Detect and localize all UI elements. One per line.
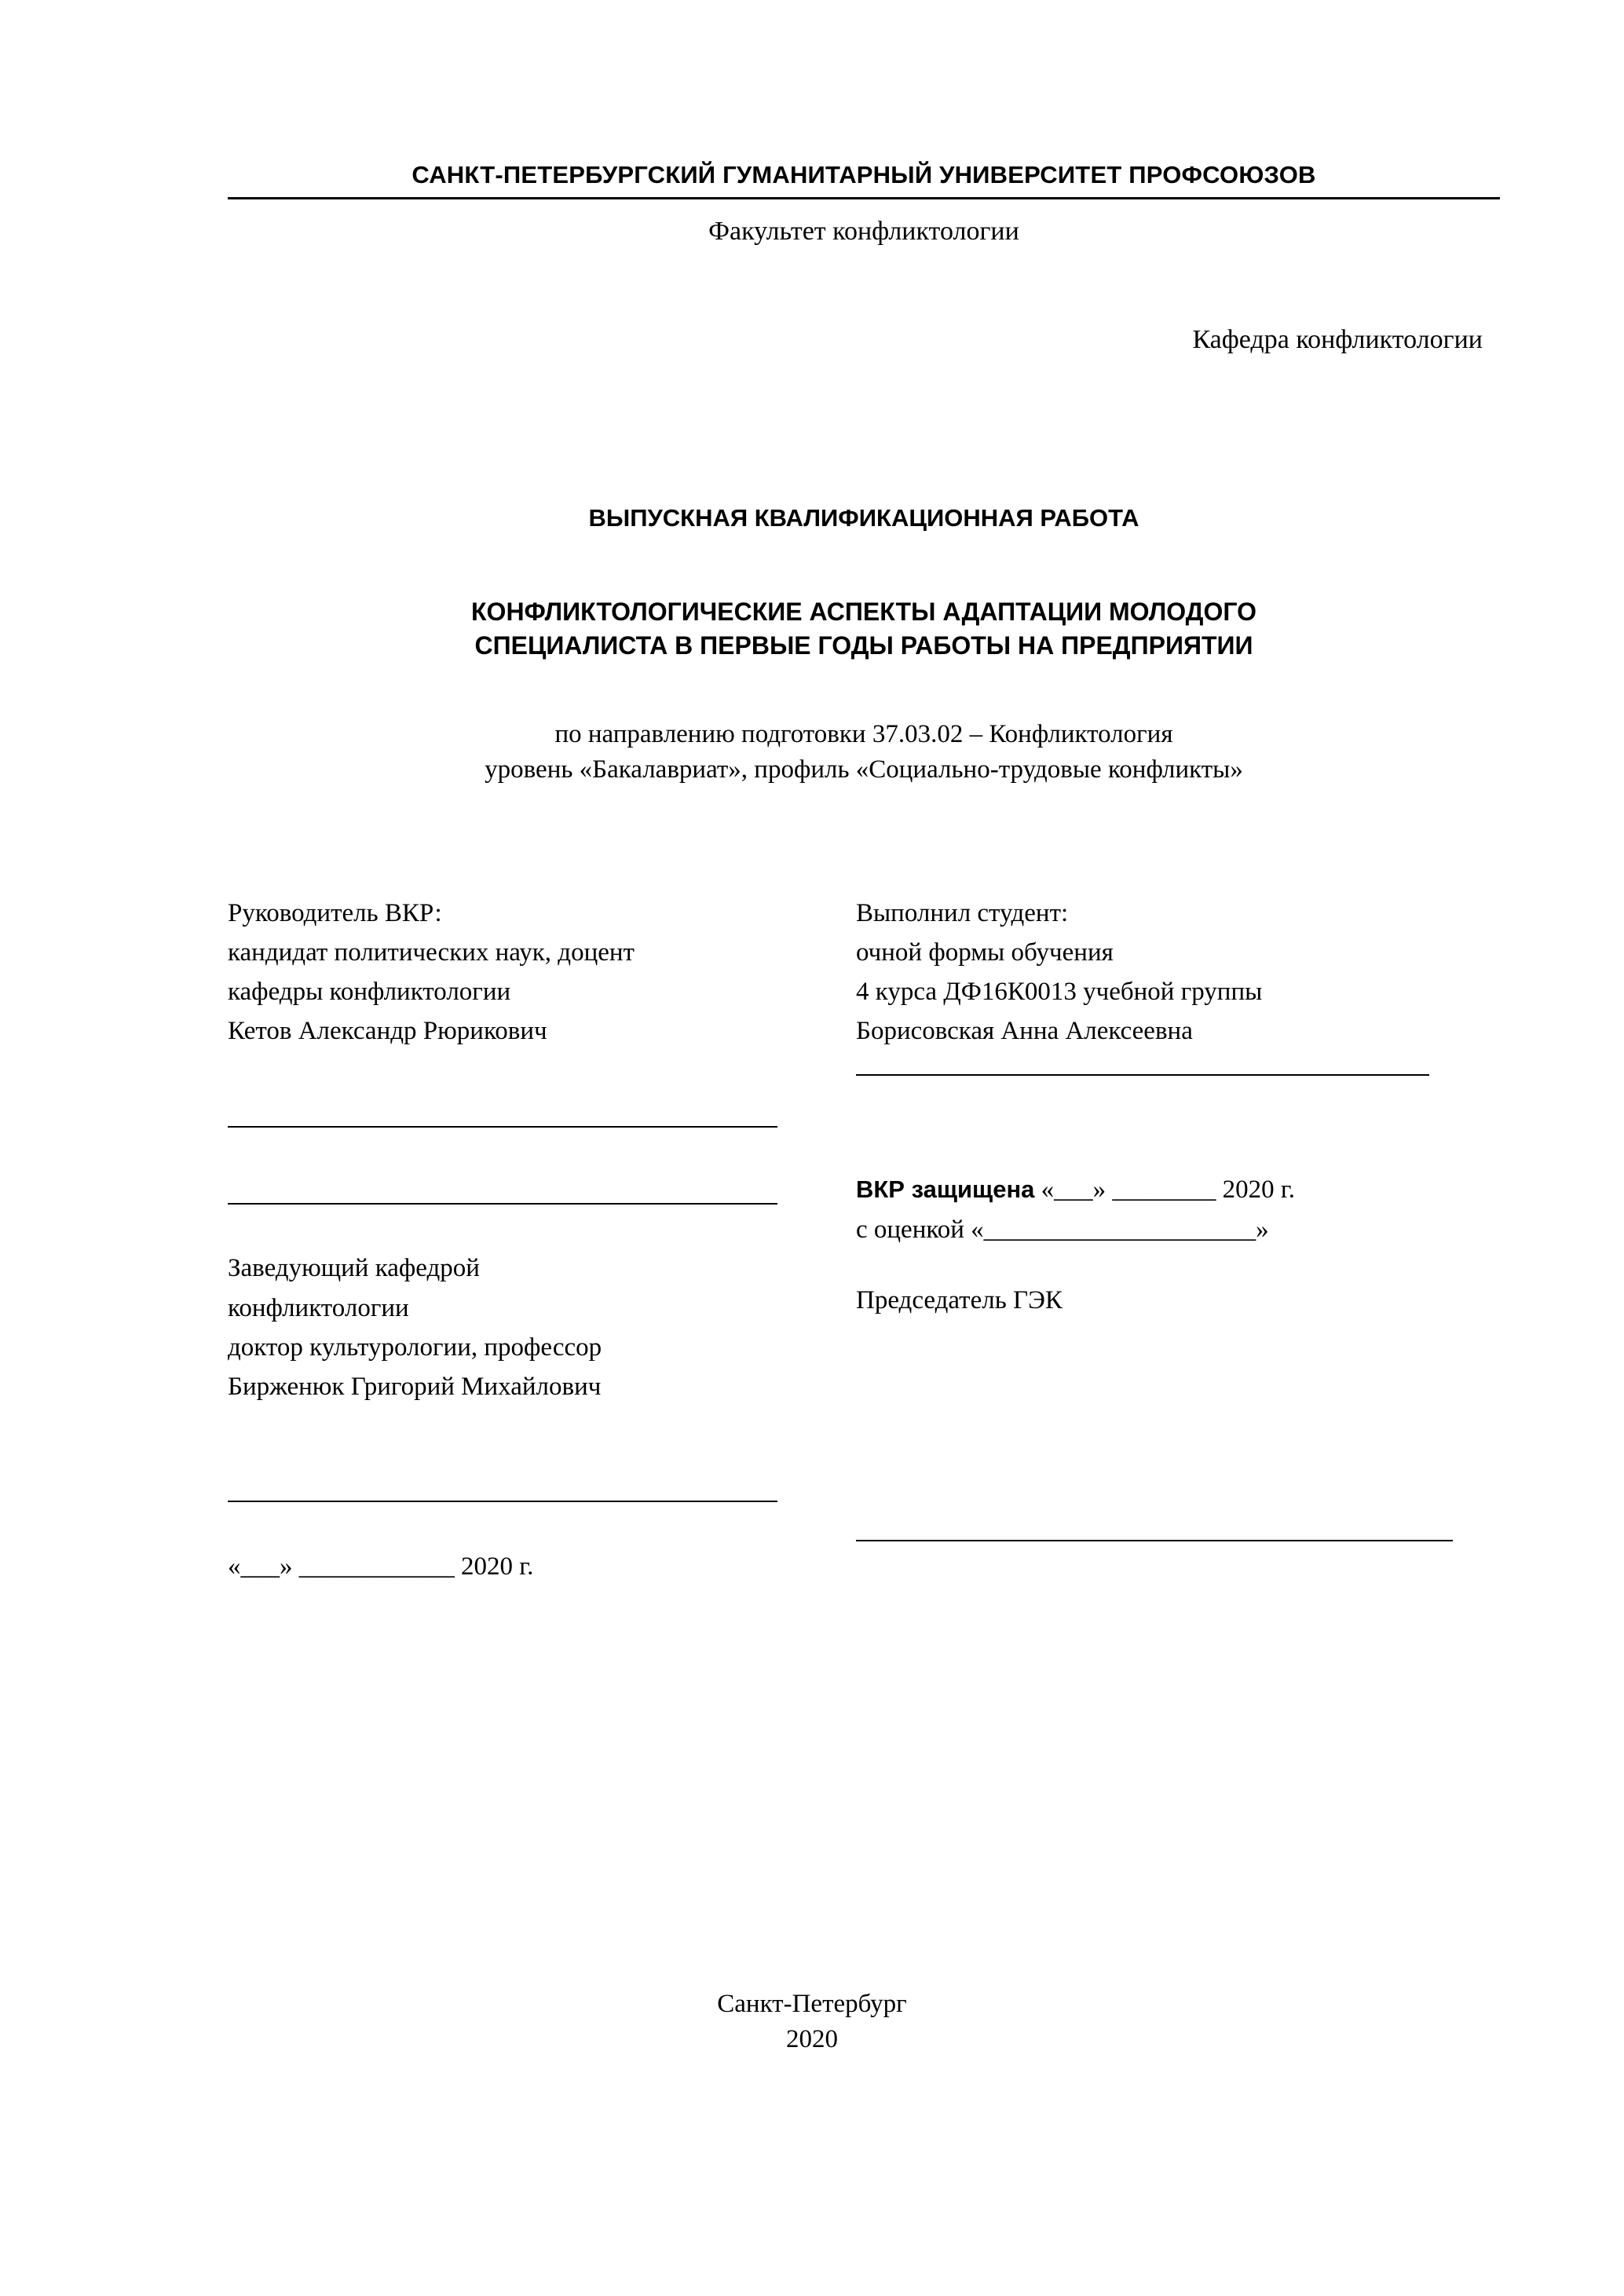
defense-grade: с оценкой «_____________________» (856, 1215, 1269, 1244)
work-type: ВЫПУСКНАЯ КВАЛИФИКАЦИОННАЯ РАБОТА (588, 504, 1139, 532)
defense-date: «___» ________ 2020 г. (1034, 1175, 1295, 1205)
defense-label: ВКР защищена (856, 1175, 1035, 1204)
document-body (228, 0, 1500, 1581)
date-bottom: «___» ____________ 2020 г. (228, 1552, 534, 1581)
supervisor-chair: кафедры конфликтологии (228, 978, 511, 1007)
work-title (228, 595, 1500, 662)
student-label: Выполнил студент: (856, 898, 1069, 927)
footer-city: Санкт-Петербург (717, 1990, 907, 2018)
supervisor-name: Кетов Александр Рюрикович (228, 1017, 547, 1046)
program-info (228, 717, 1500, 788)
supervisor-degree: кандидат политических наук, доцент (228, 938, 635, 967)
department-name: Кафедра конфликтологии (1192, 325, 1483, 354)
commission-chair-label: Председатель ГЭК (856, 1285, 1063, 1314)
signature-block (228, 894, 1500, 1581)
program-line-2: уровень «Бакалавриат», профиль «Социально-трудовые конфликты» (485, 755, 1243, 784)
faculty-name: Факультет конфликтологии (708, 217, 1019, 246)
university-name: САНКТ-ПЕТЕРБУРГСКИЙ ГУМАНИТАРНЫЙ УНИВЕРСИТЕТ ПРОФСОЮЗОВ (228, 161, 1500, 199)
commission-chair-signature-line (856, 1540, 1453, 1541)
head-line-1: Заведующий кафедрой (228, 1254, 480, 1283)
footer-year: 2020 (786, 2024, 838, 2053)
head-line-3: доктор культурологии, профессор (228, 1333, 602, 1362)
left-column (228, 894, 848, 1581)
defense-line (856, 1170, 1500, 1209)
document-footer (0, 1987, 1624, 2057)
head-line-2: конфликтологии (228, 1293, 409, 1322)
right-column (848, 894, 1500, 1581)
student-form: очной формы обучения (856, 938, 1114, 967)
head-name: Бирженюк Григорий Михайлович (228, 1372, 602, 1401)
student-group: 4 курса ДФ16К0013 учебной группы (856, 978, 1263, 1007)
work-title-line-2: СПЕЦИАЛИСТА В ПЕРВЫЕ ГОДЫ РАБОТЫ НА ПРЕДПРИЯТИИ (474, 631, 1253, 660)
work-title-line-1: КОНФЛИКТОЛОГИЧЕСКИЕ АСПЕКТЫ АДАПТАЦИИ МОЛОДОГО (471, 598, 1256, 626)
supervisor-label: Руководитель ВКР: (228, 898, 442, 927)
student-name: Борисовская Анна Алексеевна (856, 1017, 1193, 1046)
program-line-1: по направлению подготовки 37.03.02 – Конфликтология (554, 720, 1173, 749)
